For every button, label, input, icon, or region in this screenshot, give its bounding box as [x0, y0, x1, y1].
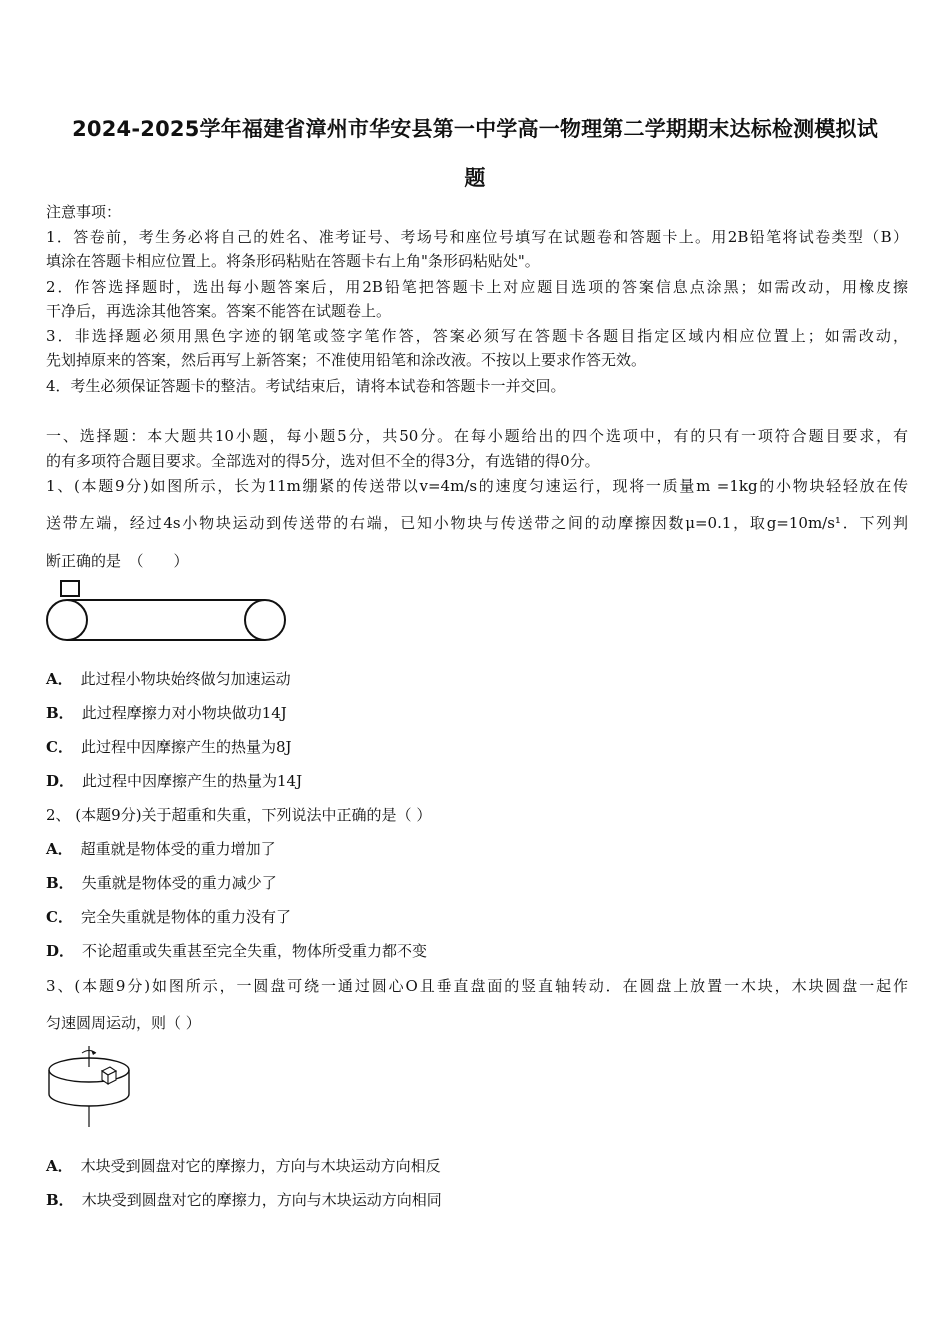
- notice-heading: 注意事项：: [46, 203, 122, 221]
- question-1-text: 送带左端，经过4s小物块运动到传送带的右端，已知小物块与传送带之间的动摩擦因数μ=0.1，取g=10m/s¹．下列判: [46, 514, 908, 532]
- question-1-text: 断正确的是 （ ）: [46, 552, 189, 570]
- question-2-text: 2、 (本题9分)关于超重和失重，下列说法中正确的是（ ）: [46, 806, 432, 824]
- section-intro: 的有多项符合题目要求。全部选对的得5分，选对但不全的得3分，有选错的得0分。: [46, 452, 600, 470]
- option-c: C． 完全失重就是物体的重力没有了: [46, 908, 291, 926]
- option-b: B． 失重就是物体受的重力减少了: [46, 874, 277, 892]
- option-b: B． 木块受到圆盘对它的摩擦力，方向与木块运动方向相同: [46, 1191, 442, 1209]
- notice-line: 1．答卷前，考生务必将自己的姓名、准考证号、考场号和座位号填写在试题卷和答题卡上。用2B铅笔将试卷类型（B）: [46, 228, 908, 246]
- option-d: D． 此过程中因摩擦产生的热量为14J: [46, 772, 303, 790]
- option-c: C． 此过程中因摩擦产生的热量为8J: [46, 738, 292, 756]
- notice-line: 填涂在答题卡相应位置上。将条形码粘贴在答题卡右上角"条形码粘贴处"。: [46, 252, 540, 270]
- question-3-text: 匀速圆周运动，则（ ）: [46, 1014, 201, 1032]
- rotating-disk-figure: [44, 1043, 134, 1129]
- option-d: D． 不论超重或失重甚至完全失重，物体所受重力都不变: [46, 942, 428, 960]
- option-a: A． 超重就是物体受的重力增加了: [46, 840, 276, 858]
- page-title-line2: 题: [464, 166, 486, 190]
- notice-line: 先划掉原来的答案，然后再写上新答案；不准使用铅笔和涂改液。不按以上要求作答无效。: [46, 351, 647, 369]
- question-3-text: 3、(本题9分)如图所示，一圆盘可绕一通过圆心O且垂直盘面的竖直轴转动．在圆盘上放置一木块，木块圆盘一起作: [46, 977, 908, 995]
- question-1-text: 1、(本题9分)如图所示，长为11m绷紧的传送带以v=4m/s的速度匀速运行，现将一质量m =1kg的小物块轻轻放在传: [46, 477, 908, 495]
- option-b: B． 此过程摩擦力对小物块做功14J: [46, 704, 287, 722]
- notice-line: 干净后，再选涂其他答案。答案不能答在试题卷上。: [46, 302, 392, 320]
- page-title-line1: 2024-2025学年福建省漳州市华安县第一中学高一物理第二学期期末达标检测模拟试: [72, 117, 878, 141]
- conveyor-belt-figure: [40, 578, 292, 644]
- notice-line: 3．非选择题必须用黑色字迹的钢笔或签字笔作答，答案必须写在答题卡各题目指定区域内相应位置上；如需改动，: [46, 327, 908, 345]
- notice-line: 4．考生必须保证答题卡的整洁。考试结束后，请将本试卷和答题卡一并交回。: [46, 377, 566, 395]
- notice-line: 2．作答选择题时，选出每小题答案后，用2B铅笔把答题卡上对应题目选项的答案信息点涂黑；如需改动，用橡皮擦: [46, 278, 908, 296]
- section-intro: 一、选择题：本大题共10小题，每小题5分，共50分。在每小题给出的四个选项中，有的只有一项符合题目要求，有: [46, 427, 908, 445]
- option-a: A． 木块受到圆盘对它的摩擦力，方向与木块运动方向相反: [46, 1157, 441, 1175]
- option-a: A． 此过程小物块始终做匀加速运动: [46, 670, 291, 688]
